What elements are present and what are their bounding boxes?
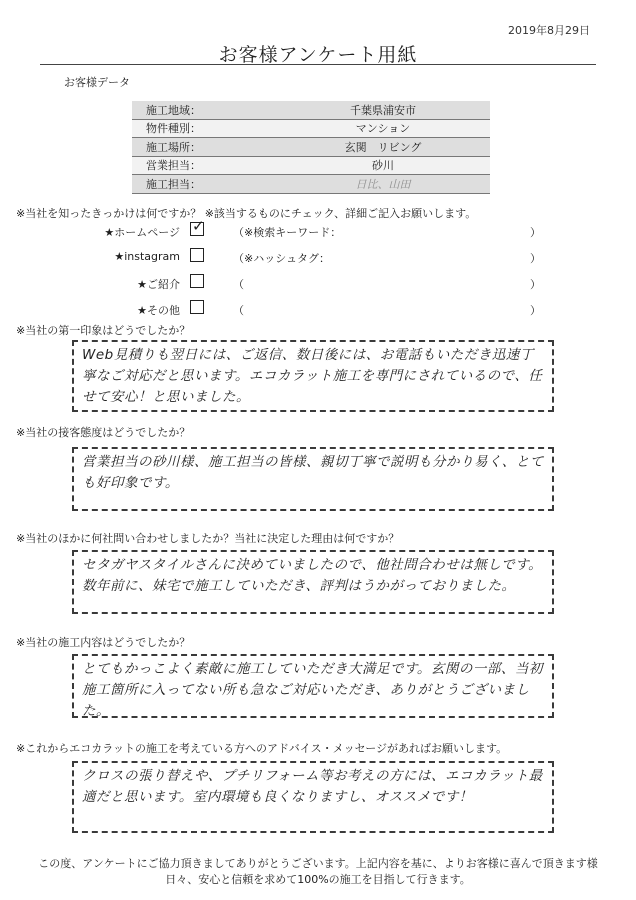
- info-label: 施工場所：: [132, 138, 276, 157]
- question-advice: ※これからエコカラットの施工を考えている方へのアドバイス・メッセージがあればお願いします。: [16, 742, 508, 755]
- footer-message: [0, 856, 636, 888]
- info-label: 施工地域：: [132, 101, 276, 119]
- info-row-installer: [132, 175, 490, 194]
- check-mark-icon: ✓: [192, 217, 205, 235]
- footer-line: この度、アンケートにご協力頂きましてありがとうございます。上記内容を基に、よりお客様に喜んで頂きます様: [38, 857, 598, 870]
- question-how-found: ※当社を知ったきっかけは何ですか？ ※該当するものにチェック、詳細ご記入お願いします。: [16, 207, 477, 220]
- info-row-location: [132, 138, 490, 157]
- info-value: マンション: [276, 119, 490, 138]
- checkbox-other[interactable]: [190, 300, 204, 314]
- info-row-area: [132, 101, 490, 119]
- answer-installation: とてもかっこよく素敵に施工していただき大満足です。玄関の一部、当初施工箇所に入ってない所も急なご対応いただき、ありがとうございました。: [72, 654, 554, 718]
- option-detail: （: [233, 278, 244, 291]
- checkbox-homepage[interactable]: [190, 217, 205, 236]
- option-referral: [0, 273, 636, 293]
- option-other: [0, 299, 636, 319]
- page-title: お客様アンケート用紙: [218, 44, 418, 66]
- info-label: 物件種別：: [132, 119, 276, 138]
- answer-customer-service: 営業担当の砂川様、施工担当の皆様、親切丁寧で説明も分かり易く、とても好印象です。: [72, 447, 554, 511]
- question-customer-service: ※当社の接客態度はどうでしたか？: [16, 426, 191, 439]
- question-first-impression: ※当社の第一印象はどうでしたか？: [16, 324, 191, 337]
- question-installation: ※当社の施工内容はどうでしたか？: [16, 636, 191, 649]
- option-label: ★ホームページ: [104, 226, 180, 239]
- option-label: ★ご紹介: [137, 278, 180, 291]
- answer-advice: クロスの張り替えや、プチリフォーム等お考えの方には、エコカラット最適だと思います。室内環境も良くなりますし、オススメです！: [72, 761, 554, 833]
- option-detail: （※ハッシュタグ：: [233, 252, 330, 265]
- info-value: 千葉県浦安市: [276, 101, 490, 119]
- answer-other-companies: セタガヤスタイルさんに決めていましたので、他社問合わせは無しです。数年前に、妹宅で施工していただき、評判はうかがっておりました。: [72, 550, 554, 614]
- title-divider: [40, 64, 596, 65]
- option-detail-close: ）: [530, 252, 541, 265]
- info-value-handwritten: 日比、山田: [276, 175, 490, 194]
- option-label: ★その他: [137, 304, 180, 317]
- info-label: 施工担当：: [132, 175, 276, 194]
- checkbox-instagram[interactable]: [190, 248, 204, 262]
- option-instagram: [0, 247, 636, 267]
- option-detail-close: ）: [530, 278, 541, 291]
- customer-data-table: [132, 101, 490, 194]
- option-label: ★instagram: [114, 250, 180, 263]
- survey-date: 2019年8月29日: [508, 24, 590, 37]
- customer-data-heading: お客様データ: [64, 76, 130, 89]
- option-detail: （: [233, 304, 244, 317]
- info-row-sales: [132, 156, 490, 175]
- answer-first-impression: Web見積りも翌日には、ご返信、数日後には、お電話もいただき迅速丁寧なご対応だと思います。エコカラット施工を専門にされているので、任せて安心！と思いました。: [72, 340, 554, 412]
- question-other-companies: ※当社のほかに何社問い合わせしましたか？当社に決定した理由は何ですか？: [16, 532, 400, 545]
- option-homepage: [0, 217, 636, 241]
- info-value: 玄関 リビング: [276, 138, 490, 157]
- option-detail: （※検索キーワード：: [233, 226, 342, 239]
- info-row-property: [132, 119, 490, 138]
- info-value: 砂川: [276, 156, 490, 175]
- footer-line: 日々、安心と信頼を求めて100%の施工を目指して行きます。: [165, 873, 471, 886]
- option-detail-close: ）: [530, 304, 541, 317]
- info-label: 営業担当：: [132, 156, 276, 175]
- checkbox-referral[interactable]: [190, 274, 204, 288]
- option-detail-close: ）: [530, 226, 541, 239]
